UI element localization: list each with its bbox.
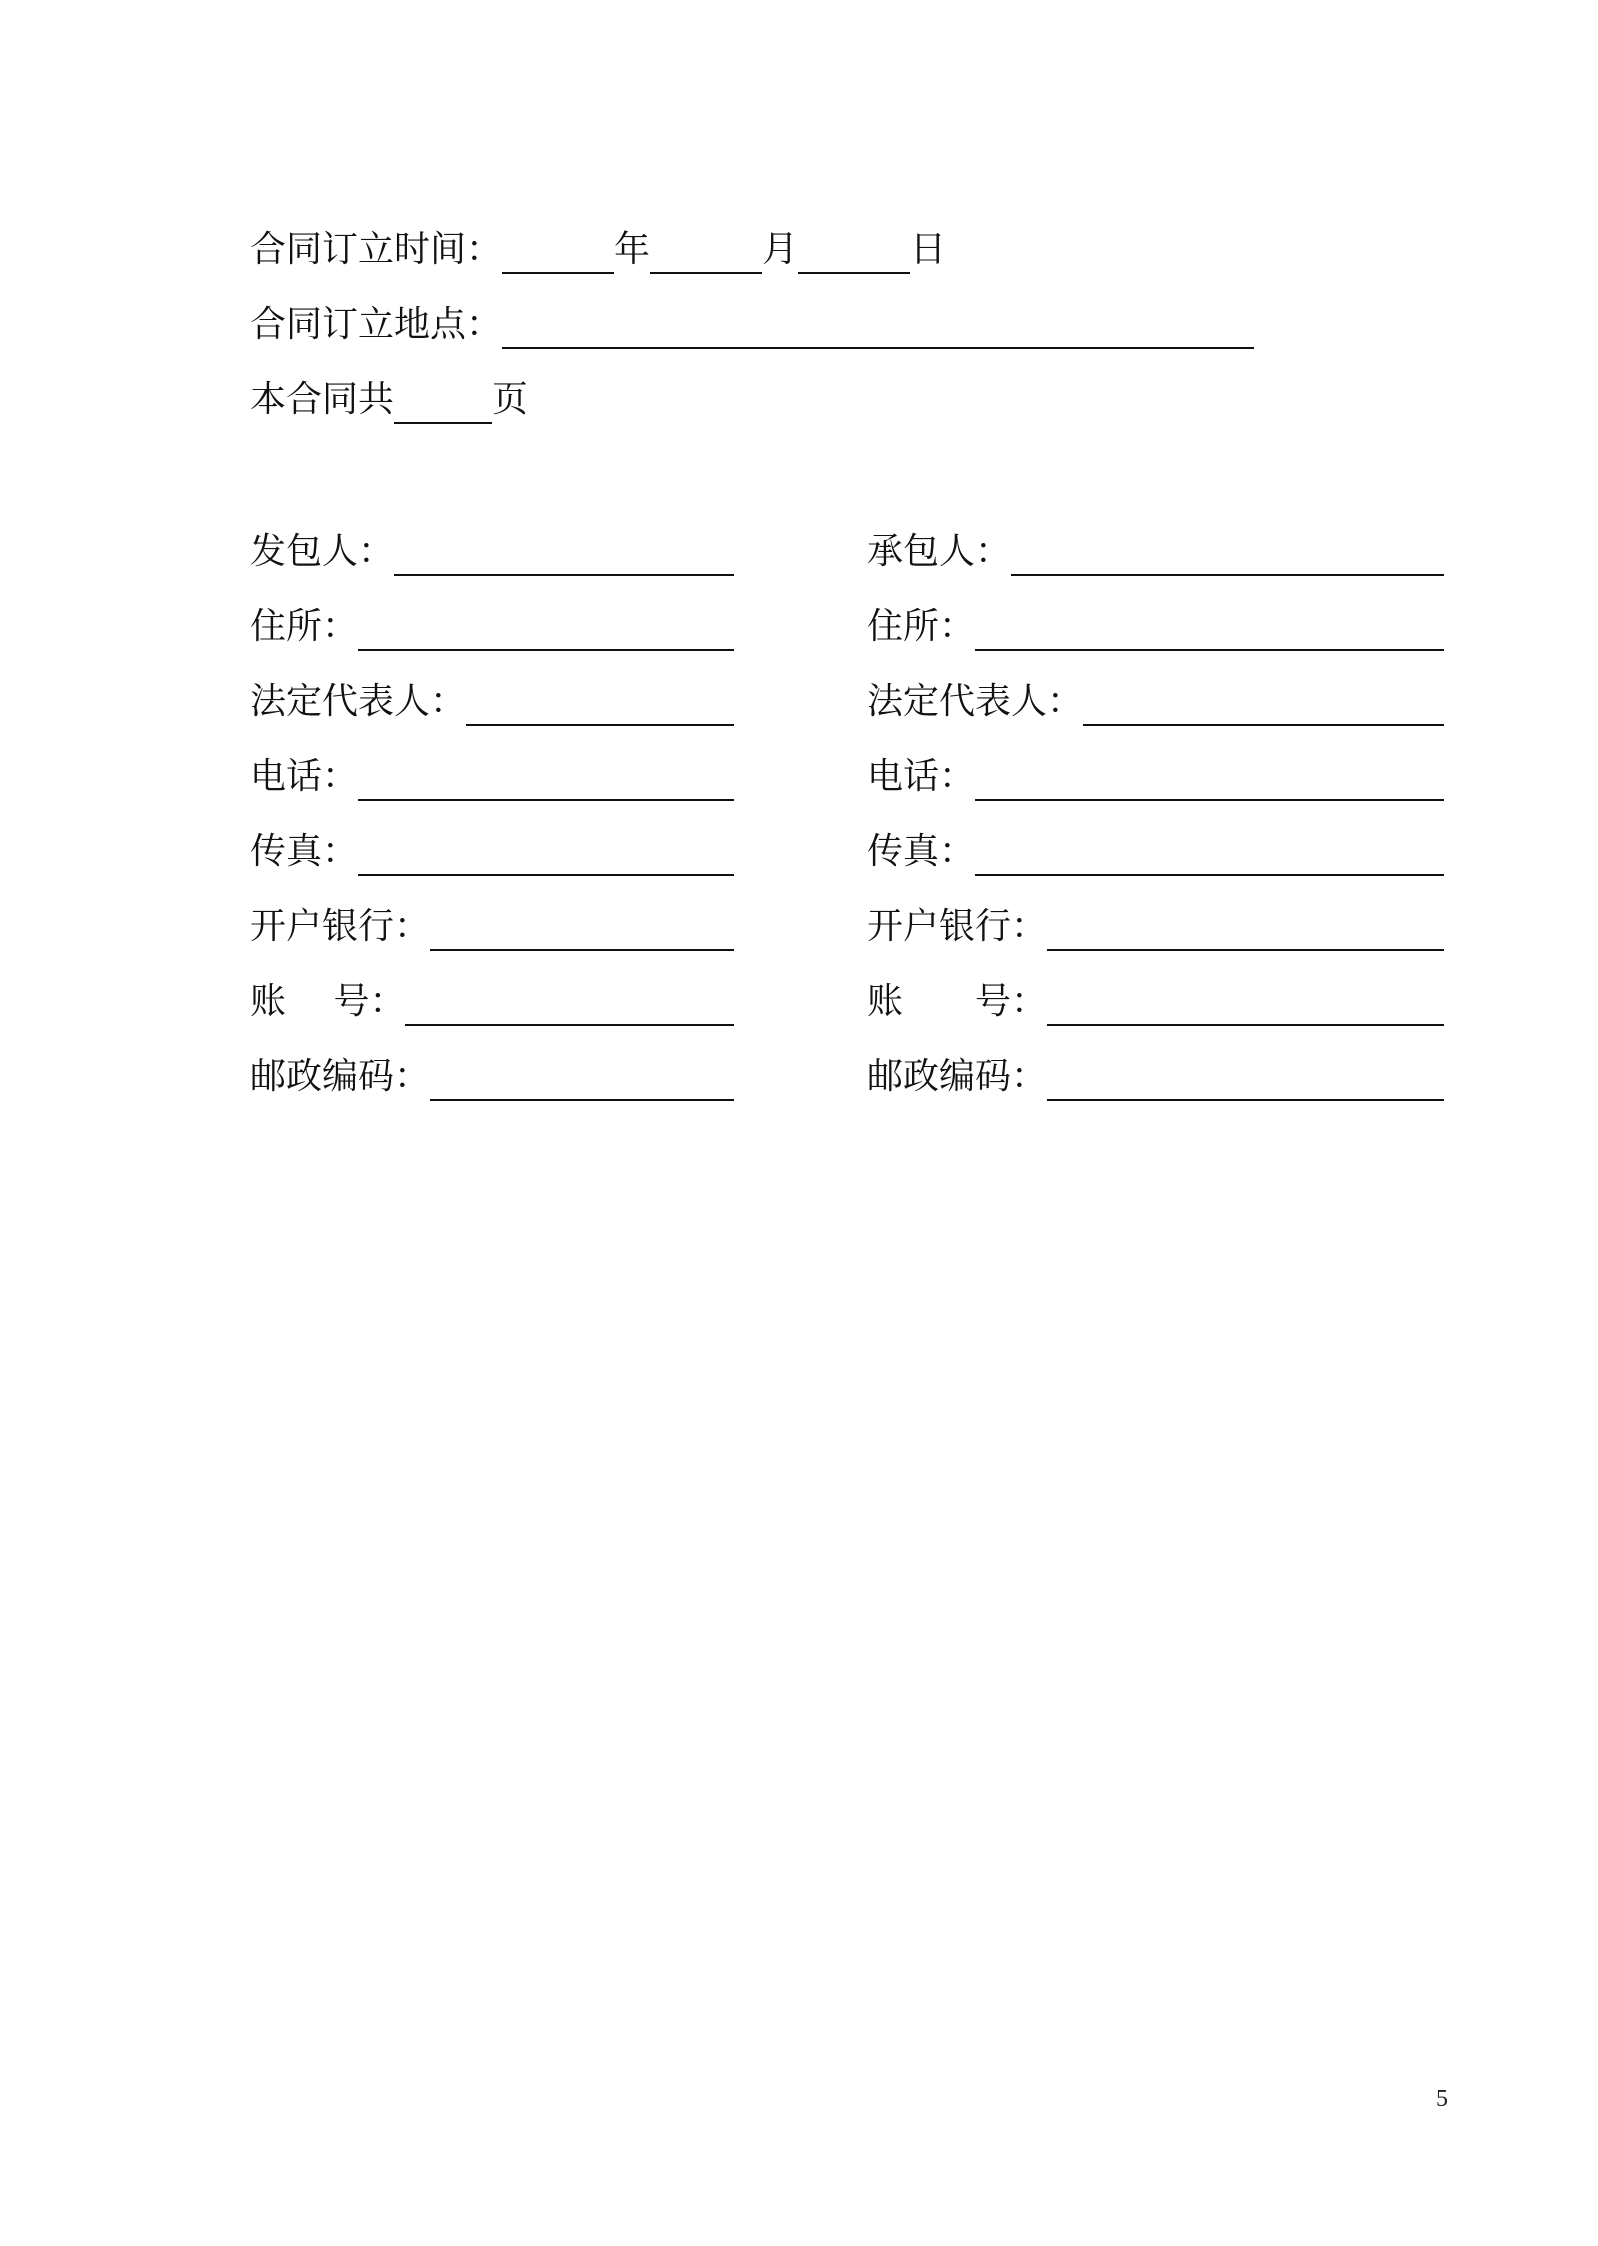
employer-fax-field[interactable] [358, 838, 734, 876]
employer-fax-row [250, 814, 734, 870]
employer-fax-label: 传真： [250, 831, 359, 872]
contractor-postcode-field[interactable] [1047, 1063, 1444, 1101]
day-unit: 日 [910, 229, 947, 270]
employer-party-field[interactable] [394, 538, 734, 576]
contract-date-label: 合同订立时间： [250, 229, 503, 270]
contractor-bank-label: 开户银行： [867, 906, 1048, 947]
contractor-fax-label: 传真： [867, 831, 976, 872]
contract-place-field[interactable] [502, 311, 1254, 349]
employer-postcode-row [250, 1039, 734, 1095]
contractor-postcode-label: 邮政编码： [867, 1056, 1048, 1097]
month-field[interactable] [650, 236, 762, 274]
employer-phone-row [250, 739, 734, 795]
employer-phone-label: 电话： [250, 756, 359, 797]
employer-bank-label: 开户银行： [250, 906, 431, 947]
page-count-prefix: 本合同共 [250, 379, 395, 420]
contractor-address-row [867, 589, 1444, 645]
contractor-address-label: 住所： [867, 606, 976, 647]
year-field[interactable] [502, 236, 614, 274]
page-count-line [250, 362, 528, 418]
page-count-suffix: 页 [492, 379, 529, 420]
employer-postcode-field[interactable] [430, 1063, 734, 1101]
page-count-field[interactable] [394, 386, 492, 424]
year-unit: 年 [614, 229, 651, 270]
contractor-party-label: 承包人： [867, 531, 1012, 572]
employer-bank-field[interactable] [430, 913, 734, 951]
contractor-bank-row [867, 889, 1444, 945]
contract-place-label: 合同订立地点： [250, 304, 503, 345]
contractor-fax-field[interactable] [975, 838, 1444, 876]
contractor-account-row [867, 964, 1444, 1020]
contractor-postcode-row [867, 1039, 1444, 1095]
contractor-bank-field[interactable] [1047, 913, 1444, 951]
contractor-account-label: 账 号： [867, 981, 1048, 1022]
employer-phone-field[interactable] [358, 763, 734, 801]
contractor-account-field[interactable] [1047, 988, 1444, 1026]
month-unit: 月 [762, 229, 799, 270]
contractor-legal-rep-row [867, 664, 1444, 720]
employer-bank-row [250, 889, 734, 945]
contract-date-line [250, 212, 946, 268]
contractor-legal-rep-label: 法定代表人： [867, 681, 1084, 722]
contractor-phone-row [867, 739, 1444, 795]
employer-account-row [250, 964, 734, 1020]
employer-legal-rep-field[interactable] [466, 688, 734, 726]
employer-account-field[interactable] [405, 988, 734, 1026]
employer-address-row [250, 589, 734, 645]
contractor-fax-row [867, 814, 1444, 870]
employer-legal-rep-label: 法定代表人： [250, 681, 467, 722]
contractor-party-field[interactable] [1011, 538, 1444, 576]
contractor-phone-label: 电话： [867, 756, 976, 797]
contract-place-line [250, 287, 1254, 343]
contractor-address-field[interactable] [975, 613, 1444, 651]
employer-party-label: 发包人： [250, 531, 395, 572]
page-number: 5 [1436, 2086, 1448, 2112]
employer-address-label: 住所： [250, 606, 359, 647]
employer-party-row [250, 514, 734, 570]
employer-legal-rep-row [250, 664, 734, 720]
day-field[interactable] [798, 236, 910, 274]
employer-address-field[interactable] [358, 613, 734, 651]
employer-postcode-label: 邮政编码： [250, 1056, 431, 1097]
contractor-party-row [867, 514, 1444, 570]
employer-account-label: 账 号： [250, 981, 406, 1022]
contractor-phone-field[interactable] [975, 763, 1444, 801]
contractor-legal-rep-field[interactable] [1083, 688, 1444, 726]
